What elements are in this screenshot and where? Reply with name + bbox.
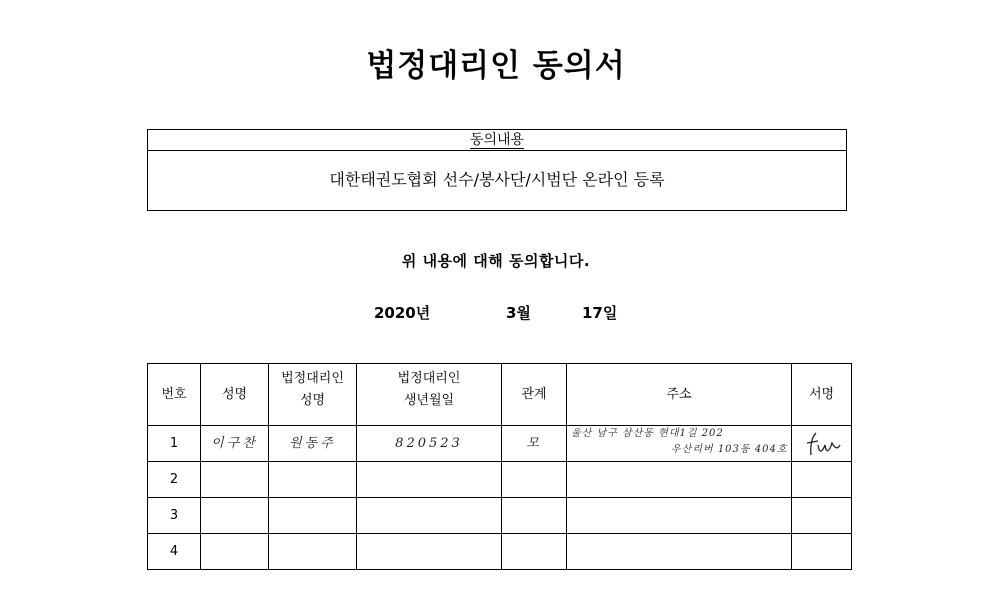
cell-address	[567, 426, 792, 462]
header-signature: 서명	[792, 364, 852, 426]
header-guardian-name	[269, 364, 357, 426]
date-day: 17일	[582, 304, 618, 322]
handwritten-signature	[802, 427, 842, 461]
table-row	[148, 534, 852, 570]
agree-statement: 위 내용에 대해 동의합니다.	[401, 252, 591, 270]
table-row	[148, 462, 852, 498]
cell-no: 1	[148, 426, 201, 462]
consent-header	[148, 130, 846, 151]
address-line1: 울산 남구 삼산동 현대1길 202	[571, 427, 724, 439]
cell-guardian-name: 원동주	[269, 426, 357, 462]
header-guardian-birth	[357, 364, 502, 426]
table-header-row	[148, 364, 852, 426]
consent-box	[147, 129, 847, 211]
header-no: 번호	[148, 364, 201, 426]
cell-no: 4	[148, 534, 201, 570]
cell-no: 2	[148, 462, 201, 498]
address-line2: 우산리버 103동 404호	[671, 443, 788, 455]
header-relation: 관계	[502, 364, 567, 426]
header-address: 주소	[567, 364, 792, 426]
date-month: 3월	[506, 304, 531, 322]
cell-relation: 모	[502, 426, 567, 462]
cell-no: 3	[148, 498, 201, 534]
guardian-table	[147, 363, 852, 570]
date-year: 2020년	[374, 304, 431, 322]
cell-guardian-birth: 820523	[357, 426, 502, 462]
document-title: 법정대리인 동의서	[366, 48, 626, 84]
table-row	[148, 426, 852, 462]
consent-content: 대한태권도협회 선수/봉사단/시범단 온라인 등록	[329, 170, 665, 189]
cell-signature	[792, 426, 852, 462]
table-row	[148, 498, 852, 534]
header-name: 성명	[201, 364, 269, 426]
cell-name: 이구찬	[201, 426, 269, 462]
header-guardian-name-text: 법정대리인 성명	[281, 370, 344, 408]
header-guardian-birth-text: 법정대리인 생년월일	[397, 370, 461, 408]
consent-header-label: 동의내용	[469, 132, 525, 148]
